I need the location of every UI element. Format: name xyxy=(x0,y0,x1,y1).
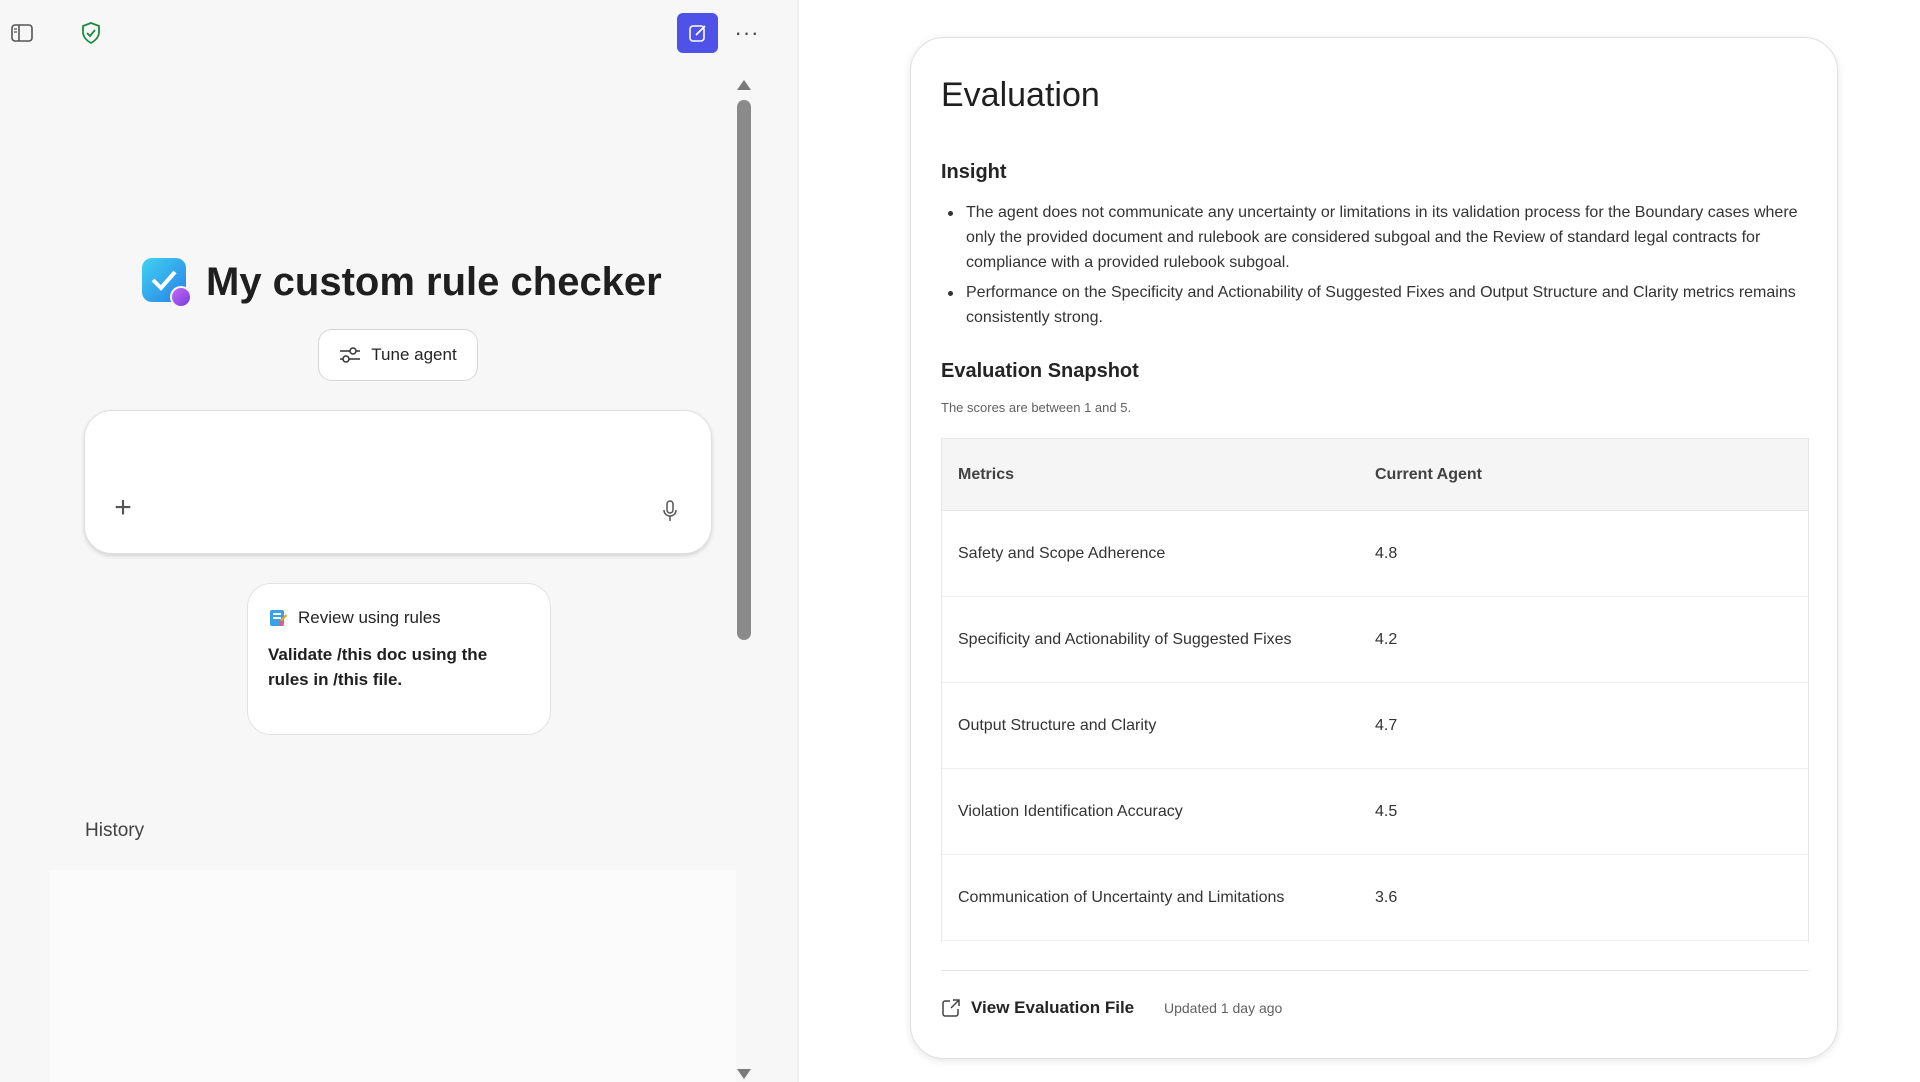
metric-name: Output Structure and Clarity xyxy=(958,716,1157,734)
snapshot-subtitle: The scores are between 1 and 5. xyxy=(941,400,1132,415)
more-options-button[interactable] xyxy=(733,20,761,46)
pane-divider[interactable] xyxy=(797,0,799,1082)
sidebar-toggle-button[interactable] xyxy=(8,20,36,46)
updated-timestamp: Updated 1 day ago xyxy=(1164,1000,1283,1016)
prompt-suggestion-card[interactable] xyxy=(247,583,551,735)
header-current-agent: Current Agent xyxy=(1375,465,1482,483)
message-composer xyxy=(84,410,712,554)
metric-score: 4.7 xyxy=(1375,716,1398,734)
table-row xyxy=(942,683,1808,769)
metrics-table xyxy=(941,438,1809,942)
metric-name: Safety and Scope Adherence xyxy=(958,544,1166,562)
table-header-row xyxy=(942,439,1808,511)
tune-agent-label: Tune agent xyxy=(371,345,457,364)
agent-checkbox-icon xyxy=(140,256,192,308)
prompt-card-header xyxy=(268,606,530,630)
footer-divider xyxy=(941,970,1809,971)
history-heading: History xyxy=(85,820,145,841)
add-attachment-button[interactable] xyxy=(109,491,137,524)
plus-icon: + xyxy=(114,491,132,524)
insight-item: Performance on the Specificity and Actionability of Suggested Fixes and Output Structure and Clarity metrics remains consistently strong. xyxy=(941,280,1811,330)
notebook-icon xyxy=(268,608,288,628)
agent-title: My custom rule checker xyxy=(206,259,662,304)
metric-name: Violation Identification Accuracy xyxy=(958,802,1183,820)
sidebar-icon xyxy=(11,24,33,42)
message-input[interactable] xyxy=(113,431,673,491)
scroll-down-arrow[interactable] xyxy=(737,1069,751,1079)
header-metrics: Metrics xyxy=(958,465,1015,483)
prompt-card-title: Review using rules xyxy=(298,608,441,627)
microphone-icon xyxy=(661,499,679,523)
metric-score: 4.2 xyxy=(1375,630,1398,648)
table-row xyxy=(942,597,1808,683)
insight-list xyxy=(941,200,1811,335)
sliders-icon xyxy=(339,346,361,364)
insight-item: The agent does not communicate any uncertainty or limitations in its validation process for the Boundary cases where only the provided document and rulebook are considered subgoal and the Review of standard legal contracts for compliance with a provided rulebook subgoal. xyxy=(941,200,1811,275)
shield-check-icon xyxy=(81,22,101,44)
chat-pane xyxy=(0,0,797,1082)
evaluation-title: Evaluation xyxy=(941,76,1100,114)
metric-score: 3.6 xyxy=(1375,888,1398,906)
metric-name: Specificity and Actionability of Suggested Fixes xyxy=(958,630,1292,648)
prompt-card-body: Validate /this doc using the rules in /this file. xyxy=(268,645,488,689)
snapshot-heading: Evaluation Snapshot xyxy=(941,360,1139,382)
tune-agent-button[interactable] xyxy=(318,329,478,381)
metric-name: Communication of Uncertainty and Limitations xyxy=(958,888,1285,906)
scrollbar-thumb[interactable] xyxy=(737,100,751,640)
new-chat-button[interactable] xyxy=(677,13,718,53)
microphone-button[interactable] xyxy=(661,499,683,527)
insight-heading: Insight xyxy=(941,161,1007,183)
compose-icon xyxy=(688,23,708,43)
view-evaluation-file-link[interactable] xyxy=(941,998,1134,1018)
table-row xyxy=(942,511,1808,597)
metric-score: 4.5 xyxy=(1375,802,1398,820)
open-external-icon xyxy=(941,998,961,1018)
evaluation-card xyxy=(910,37,1838,1059)
more-icon: ··· xyxy=(734,20,760,45)
scroll-up-arrow[interactable] xyxy=(737,80,751,90)
metric-score: 4.8 xyxy=(1375,544,1398,562)
table-row xyxy=(942,769,1808,855)
shield-button[interactable] xyxy=(78,20,104,46)
history-list xyxy=(50,870,736,1082)
view-evaluation-file-label: View Evaluation File xyxy=(971,998,1135,1017)
agent-header xyxy=(140,250,662,314)
table-row xyxy=(942,855,1808,941)
